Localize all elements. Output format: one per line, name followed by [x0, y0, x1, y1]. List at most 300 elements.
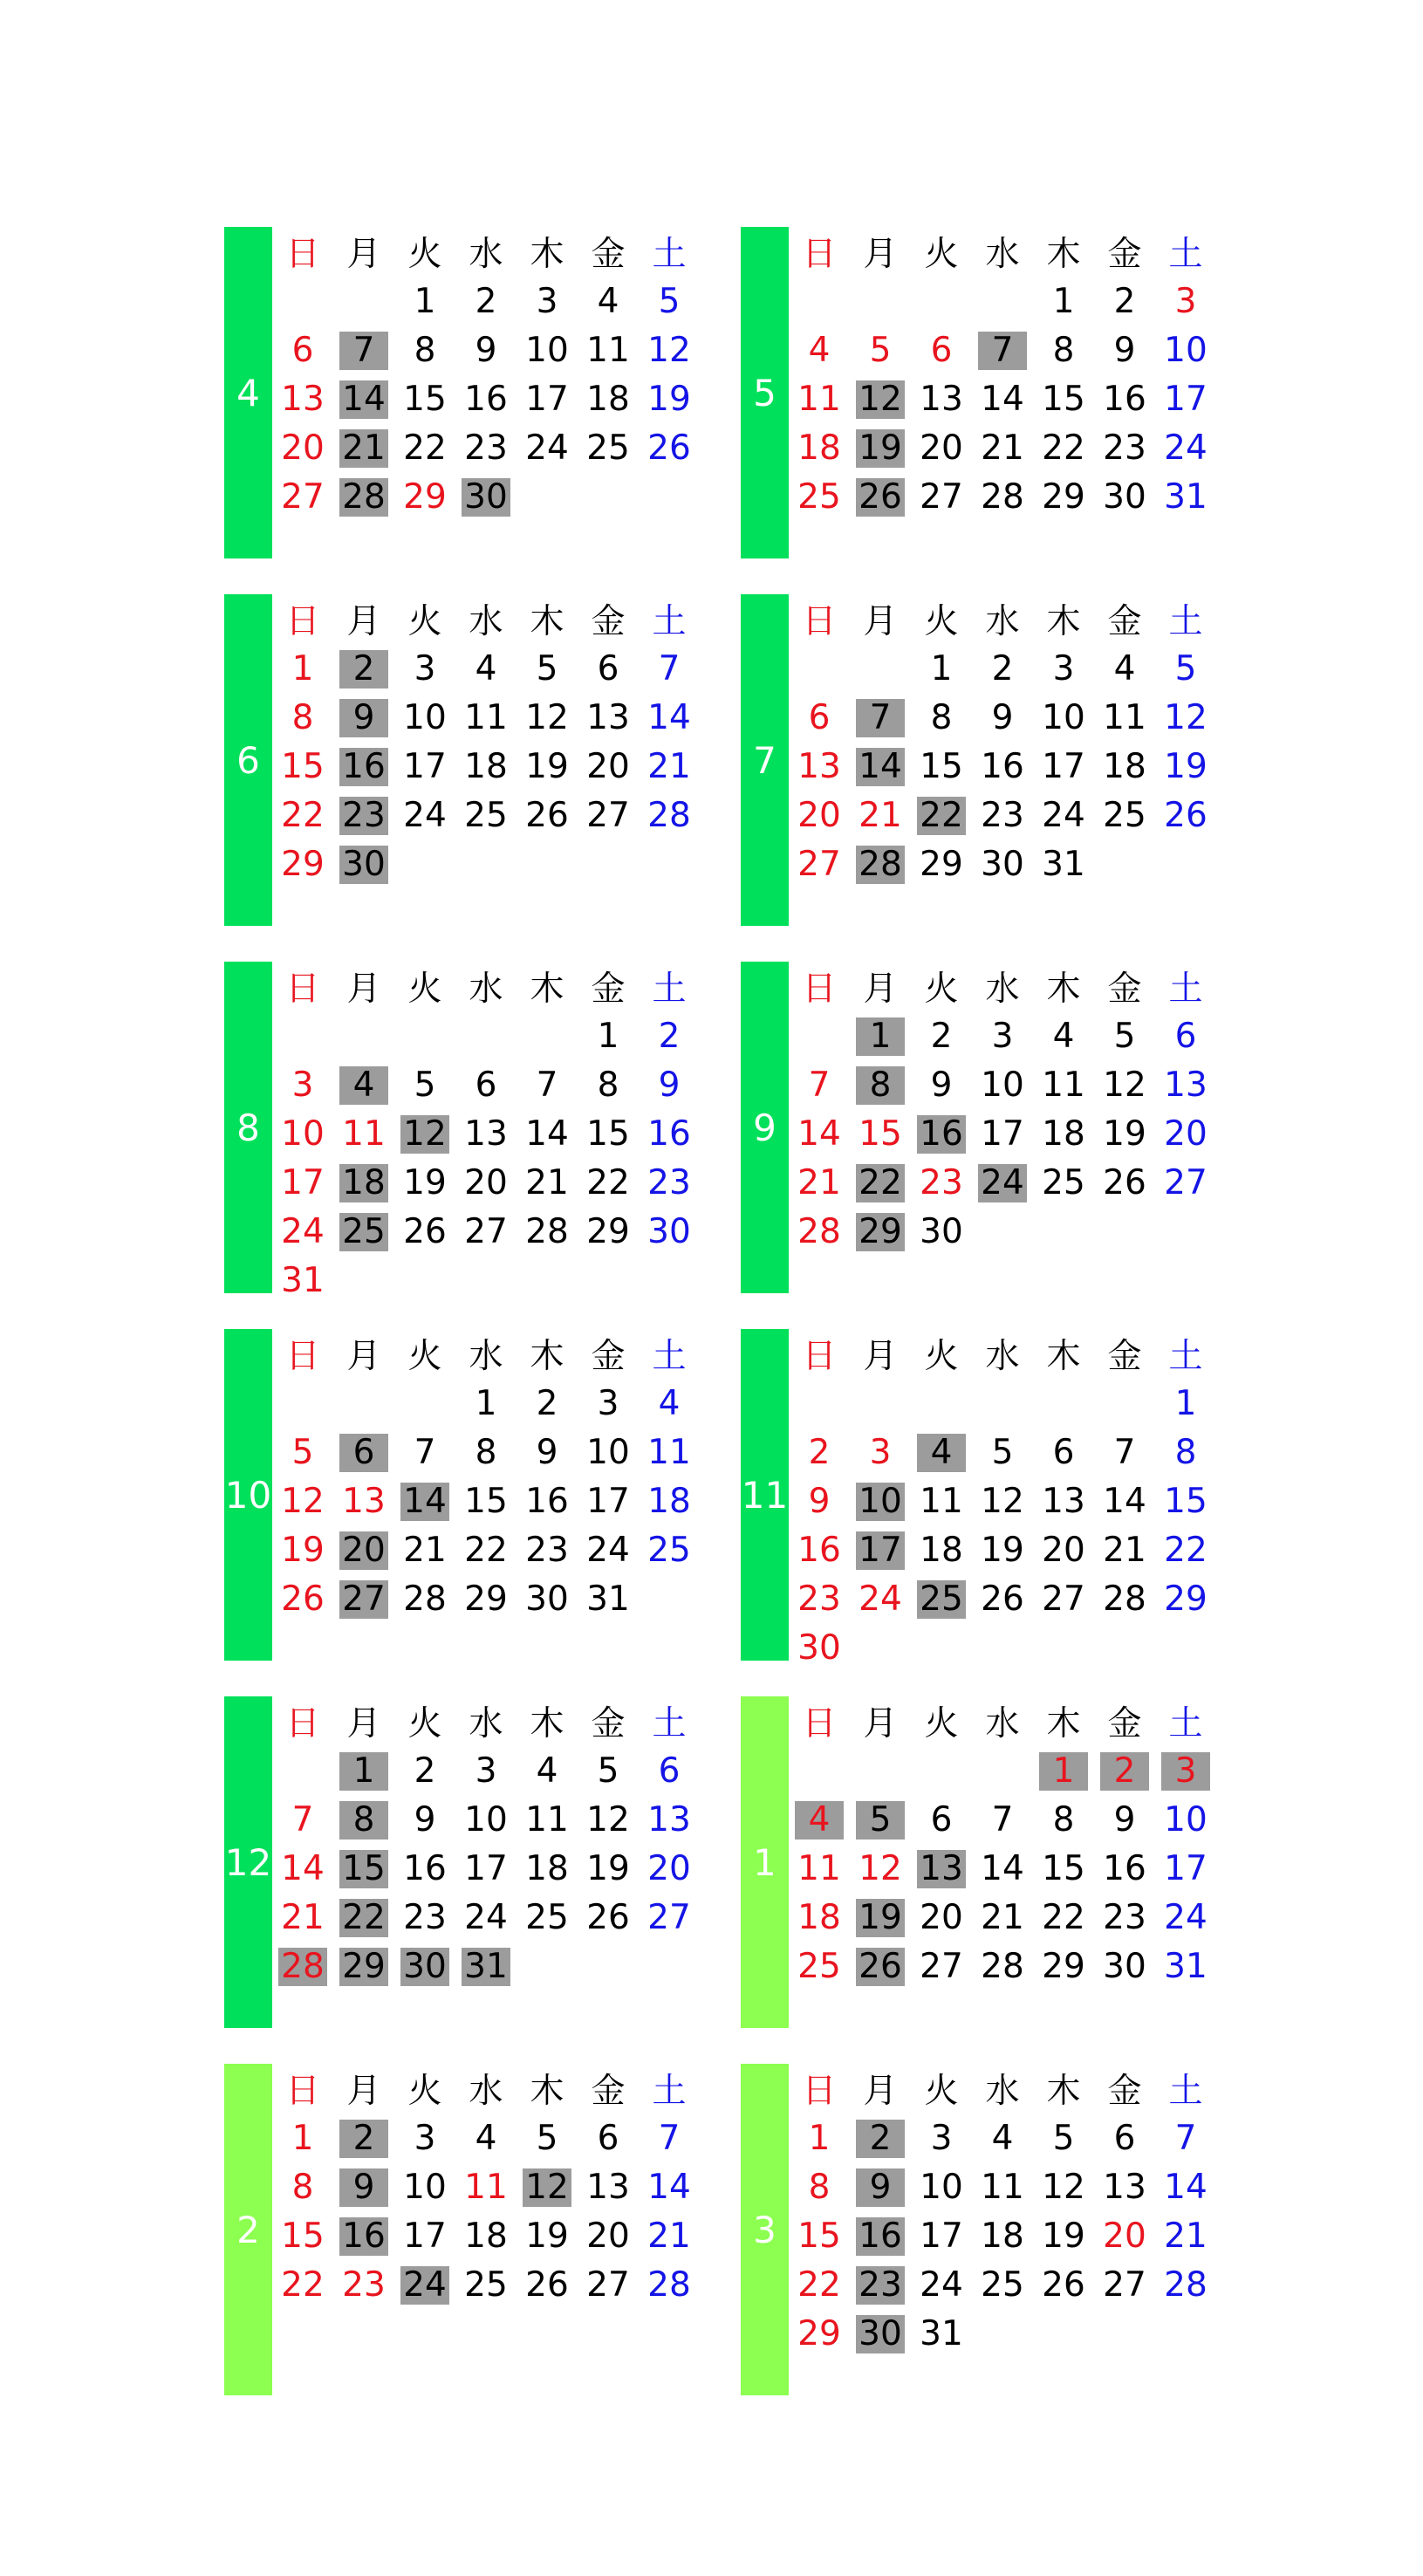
- day-number: 16: [464, 380, 508, 419]
- day-number: 6: [291, 331, 314, 370]
- day-number: 8: [597, 1065, 619, 1105]
- month-label: 5: [741, 227, 789, 558]
- day-cell: [455, 2163, 517, 2212]
- day-cell: [911, 645, 972, 694]
- weekday-label: 火: [407, 1704, 442, 1744]
- day-cell: [972, 2261, 1033, 2310]
- day-number: 4: [536, 1751, 558, 1791]
- day-number: 20: [797, 796, 841, 835]
- day-number: 10: [981, 1065, 1024, 1105]
- day-cell: [850, 2310, 911, 2359]
- day-number: 27: [797, 845, 841, 884]
- weekday-label: 火: [407, 2072, 442, 2111]
- day-number: 26: [525, 796, 569, 835]
- day-cell: [1033, 2212, 1094, 2261]
- month-label: 4: [224, 227, 272, 558]
- weekday-label: 金: [591, 2072, 626, 2111]
- day-cell: [1033, 1747, 1094, 1796]
- day-number: 13: [281, 380, 325, 419]
- day-cell: [272, 743, 333, 791]
- day-cell: [394, 1110, 455, 1159]
- weekday-label: 水: [985, 969, 1020, 1009]
- day-cell: [272, 645, 333, 694]
- day-number: 10: [920, 2168, 963, 2207]
- weekday-label: 水: [469, 969, 503, 1009]
- day-cell: [1155, 1845, 1216, 1894]
- day-number: 30: [525, 1579, 569, 1619]
- day-number: 15: [464, 1482, 508, 1521]
- week-row: [789, 645, 1216, 694]
- day-number: 2: [339, 2120, 388, 2158]
- day-cell: [517, 424, 578, 473]
- day-cell: [455, 1747, 517, 1796]
- day-cell: [272, 375, 333, 424]
- day-number: 15: [339, 1850, 388, 1888]
- weekday-label: 日: [802, 2072, 837, 2111]
- day-cell: [1155, 1159, 1216, 1208]
- weekday-label: 金: [1107, 2072, 1142, 2111]
- day-number: 18: [1042, 1114, 1085, 1154]
- day-cell: [911, 473, 972, 522]
- day-cell: [333, 1110, 394, 1159]
- day-cell: [394, 1159, 455, 1208]
- day-cell: [455, 277, 517, 326]
- day-cell: [578, 1208, 639, 1257]
- day-cell: [455, 1575, 517, 1624]
- day-number: 4: [917, 1434, 966, 1472]
- week-row: [789, 1159, 1216, 1208]
- day-number: 30: [981, 845, 1024, 884]
- day-number: 4: [808, 331, 831, 370]
- week-row: [789, 473, 1216, 522]
- day-cell: [578, 375, 639, 424]
- weekday-label: 土: [652, 235, 687, 274]
- day-cell: [394, 473, 455, 522]
- day-cell: [911, 840, 972, 889]
- day-cell: [1094, 375, 1155, 424]
- weekday-label: 月: [863, 969, 898, 1009]
- week-row: [789, 791, 1216, 840]
- day-cell: [911, 1477, 972, 1526]
- day-cell: [272, 2163, 333, 2212]
- day-number: 2: [658, 1017, 681, 1056]
- day-cell: [455, 2261, 517, 2310]
- day-cell: [789, 2261, 850, 2310]
- day-number: 28: [856, 846, 905, 884]
- weekday-label: 木: [530, 235, 564, 274]
- month-block-3: [741, 2064, 1229, 2395]
- day-number: 11: [342, 1114, 386, 1154]
- day-number: 10: [1042, 698, 1085, 737]
- weekday-header: [272, 227, 700, 276]
- weekday-label: 土: [652, 1704, 687, 1744]
- week-row: [789, 2114, 1216, 2163]
- day-cell: [972, 1796, 1033, 1845]
- day-number: 30: [400, 1948, 449, 1986]
- day-number: 11: [1103, 698, 1146, 737]
- day-number: 3: [991, 1017, 1014, 1056]
- day-number: 9: [339, 2168, 388, 2207]
- day-cell: [1155, 1477, 1216, 1526]
- day-cell: [789, 840, 850, 889]
- day-cell: [972, 473, 1033, 522]
- day-number: 18: [797, 428, 841, 468]
- day-number: 27: [464, 1212, 508, 1251]
- day-number: 29: [339, 1948, 388, 1986]
- week-row: [789, 1380, 1216, 1428]
- day-cell: [272, 791, 333, 840]
- day-cell: [578, 2212, 639, 2261]
- day-cell: [972, 1428, 1033, 1477]
- weekday-header: [272, 2064, 700, 2113]
- day-cell: [517, 2163, 578, 2212]
- day-number: 28: [1164, 2265, 1207, 2305]
- day-number: 31: [586, 1579, 630, 1619]
- day-cell: [333, 2212, 394, 2261]
- day-number: 12: [859, 1849, 902, 1888]
- weekday-label: 土: [652, 2072, 687, 2111]
- day-number: 13: [920, 380, 963, 419]
- day-cell: [1155, 2163, 1216, 2212]
- weekday-label: 金: [591, 602, 626, 641]
- day-cell: [333, 1747, 394, 1796]
- day-cell: [333, 1061, 394, 1110]
- day-number: 21: [339, 429, 388, 468]
- weekday-label: 木: [530, 1337, 564, 1376]
- day-cell: [272, 1942, 333, 1991]
- month-label: 7: [741, 594, 789, 926]
- day-cell: [1094, 645, 1155, 694]
- day-cell: [578, 1159, 639, 1208]
- day-cell: [850, 2163, 911, 2212]
- weekday-label: 金: [591, 235, 626, 274]
- day-number: 27: [1103, 2265, 1146, 2305]
- day-cell: [789, 1894, 850, 1942]
- day-cell: [455, 424, 517, 473]
- day-number: 10: [1164, 331, 1207, 370]
- day-number: 25: [464, 2265, 508, 2305]
- day-number: 9: [1113, 1800, 1136, 1840]
- day-cell: [1094, 1942, 1155, 1991]
- day-number: 19: [1103, 1114, 1146, 1154]
- day-number: 18: [339, 1164, 388, 1202]
- day-cell: [272, 1257, 333, 1305]
- day-number: 16: [339, 2217, 388, 2256]
- week-row: [272, 1894, 700, 1942]
- weekday-label: 月: [346, 602, 381, 641]
- day-cell: [911, 2114, 972, 2163]
- day-cell: [455, 326, 517, 375]
- day-cell: [394, 1894, 455, 1942]
- day-cell: [850, 1575, 911, 1624]
- weekday-label: 金: [1107, 1704, 1142, 1744]
- day-number: 3: [869, 1433, 892, 1472]
- day-number: 29: [797, 2314, 841, 2353]
- day-cell: [972, 1012, 1033, 1061]
- day-number: 18: [525, 1849, 569, 1888]
- day-number: 8: [414, 331, 436, 370]
- day-cell: [333, 1208, 394, 1257]
- week-row: [272, 840, 700, 889]
- day-cell: [639, 1894, 700, 1942]
- day-cell: [850, 1526, 911, 1575]
- day-cell: [1094, 1110, 1155, 1159]
- day-number: 31: [1164, 1947, 1207, 1986]
- day-number: 18: [586, 380, 630, 419]
- day-cell: [1033, 791, 1094, 840]
- day-cell: [578, 791, 639, 840]
- week-row: [789, 1845, 1216, 1894]
- day-number: 18: [1103, 747, 1146, 786]
- day-cell: [911, 1159, 972, 1208]
- day-cell: [455, 1208, 517, 1257]
- day-cell: [272, 1894, 333, 1942]
- day-cell: [455, 1110, 517, 1159]
- day-cell: [517, 1061, 578, 1110]
- day-number: 3: [414, 649, 436, 689]
- day-cell: [1094, 694, 1155, 743]
- day-cell: [850, 1159, 911, 1208]
- day-number: 19: [856, 1899, 905, 1937]
- day-cell: [394, 791, 455, 840]
- day-cell: [850, 1061, 911, 1110]
- day-number: 11: [464, 698, 508, 737]
- day-cell: [455, 2114, 517, 2163]
- day-number: 12: [856, 380, 905, 419]
- weekday-label: 日: [285, 1704, 320, 1744]
- week-row: [272, 645, 700, 694]
- weekday-label: 火: [924, 2072, 959, 2111]
- day-number: 22: [586, 1163, 630, 1202]
- week-row: [789, 1894, 1216, 1942]
- day-number: 28: [403, 1579, 447, 1619]
- day-number: 20: [647, 1849, 691, 1888]
- day-cell: [517, 1110, 578, 1159]
- day-cell: [850, 326, 911, 375]
- week-row: [789, 1477, 1216, 1526]
- week-row: [789, 2212, 1216, 2261]
- day-number: 19: [525, 2216, 569, 2256]
- day-cell: [639, 2163, 700, 2212]
- day-number: 8: [808, 2168, 831, 2207]
- day-number: 24: [400, 2266, 449, 2305]
- day-cell: [850, 1428, 911, 1477]
- week-row: [789, 1110, 1216, 1159]
- day-cell: [911, 1061, 972, 1110]
- day-cell: [455, 1894, 517, 1942]
- day-number: 10: [1164, 1800, 1207, 1840]
- day-number: 8: [475, 1433, 497, 1472]
- day-cell: [1155, 1575, 1216, 1624]
- week-row: [789, 375, 1216, 424]
- day-number: 4: [597, 282, 619, 321]
- day-number: 7: [414, 1433, 436, 1472]
- day-number: 13: [1103, 2168, 1146, 2207]
- day-number: 5: [869, 331, 892, 370]
- day-number: 26: [647, 428, 691, 468]
- day-cell: [333, 473, 394, 522]
- day-cell: [333, 840, 394, 889]
- day-number: 15: [403, 380, 447, 419]
- day-number: 30: [339, 846, 388, 884]
- day-cell: [333, 645, 394, 694]
- day-cell: [517, 694, 578, 743]
- day-cell: [789, 1110, 850, 1159]
- day-cell: [1033, 1110, 1094, 1159]
- day-number: 7: [978, 332, 1027, 370]
- day-cell: [639, 1159, 700, 1208]
- day-number: 14: [400, 1483, 449, 1521]
- day-number: 6: [475, 1065, 497, 1105]
- day-number: 27: [647, 1898, 691, 1937]
- day-cell: [394, 743, 455, 791]
- day-number: 23: [525, 1531, 569, 1570]
- day-cell: [578, 1796, 639, 1845]
- day-number: 22: [339, 1899, 388, 1937]
- day-number: 15: [1164, 1482, 1207, 1521]
- day-cell: [517, 277, 578, 326]
- weekday-label: 火: [924, 1337, 959, 1376]
- day-cell: [455, 743, 517, 791]
- day-number: 1: [808, 2119, 831, 2158]
- day-number: 4: [339, 1066, 388, 1105]
- day-cell: [972, 1477, 1033, 1526]
- day-number: 11: [797, 1849, 841, 1888]
- day-cell: [1033, 1526, 1094, 1575]
- weekday-label: 水: [469, 235, 503, 274]
- day-cell: [1155, 375, 1216, 424]
- weekday-label: 月: [346, 235, 381, 274]
- day-number: 4: [795, 1801, 844, 1840]
- day-number: 24: [586, 1531, 630, 1570]
- day-number: 22: [464, 1531, 508, 1570]
- weekday-label: 日: [802, 602, 837, 641]
- day-cell: [517, 1526, 578, 1575]
- day-cell: [911, 694, 972, 743]
- day-number: 21: [981, 428, 1024, 468]
- weekday-label: 日: [802, 969, 837, 1009]
- day-cell: [911, 326, 972, 375]
- day-cell: [1033, 1428, 1094, 1477]
- week-row: [789, 326, 1216, 375]
- day-number: 3: [475, 1751, 497, 1791]
- day-number: 15: [1042, 1849, 1085, 1888]
- day-cell: [639, 694, 700, 743]
- day-cell: [789, 1942, 850, 1991]
- day-cell: [639, 2114, 700, 2163]
- day-number: 25: [1042, 1163, 1085, 1202]
- day-cell: [578, 2163, 639, 2212]
- day-cell: [789, 694, 850, 743]
- day-cell: [911, 743, 972, 791]
- day-cell: [455, 1159, 517, 1208]
- day-number: 11: [797, 380, 841, 419]
- day-number: 23: [1103, 428, 1146, 468]
- day-number: 10: [586, 1433, 630, 1472]
- weekday-label: 火: [924, 1704, 959, 1744]
- day-cell: [394, 1428, 455, 1477]
- weekday-label: 水: [985, 2072, 1020, 2111]
- day-cell: [850, 1477, 911, 1526]
- day-cell: [1033, 2261, 1094, 2310]
- day-cell: [1155, 1796, 1216, 1845]
- weekday-header: [789, 227, 1216, 276]
- day-cell: [639, 1477, 700, 1526]
- day-cell: [517, 1575, 578, 1624]
- day-number: 13: [797, 747, 841, 786]
- weekday-label: 金: [591, 1704, 626, 1744]
- day-number: 13: [586, 698, 630, 737]
- day-cell: [394, 1796, 455, 1845]
- day-number: 14: [981, 380, 1024, 419]
- week-row: [789, 1747, 1216, 1796]
- weekday-label: 火: [924, 235, 959, 274]
- weekday-label: 日: [285, 235, 320, 274]
- day-number: 15: [920, 747, 963, 786]
- day-number: 13: [1042, 1482, 1085, 1521]
- day-number: 5: [856, 1801, 905, 1840]
- day-cell: [578, 326, 639, 375]
- weekday-label: 木: [1046, 602, 1081, 641]
- day-number: 31: [920, 2314, 963, 2353]
- weekday-label: 火: [407, 235, 442, 274]
- month-block-11: [741, 1329, 1229, 1668]
- day-number: 10: [403, 698, 447, 737]
- day-cell: [850, 1894, 911, 1942]
- day-number: 11: [586, 331, 630, 370]
- day-cell: [972, 1159, 1033, 1208]
- weekday-header: [272, 1696, 700, 1745]
- day-cell: [1033, 2114, 1094, 2163]
- day-cell: [639, 1061, 700, 1110]
- day-number: 2: [414, 1751, 436, 1791]
- day-cell: [972, 694, 1033, 743]
- day-cell: [1155, 1428, 1216, 1477]
- day-cell: [911, 1526, 972, 1575]
- day-number: 24: [464, 1898, 508, 1937]
- weekday-label: 土: [1168, 1337, 1203, 1376]
- weekday-label: 日: [285, 602, 320, 641]
- day-cell: [394, 1845, 455, 1894]
- day-number: 2: [1100, 1752, 1149, 1791]
- day-cell: [911, 1845, 972, 1894]
- day-cell: [911, 1575, 972, 1624]
- day-number: 12: [586, 1800, 630, 1840]
- day-cell: [455, 1380, 517, 1428]
- week-row: [272, 1159, 700, 1208]
- day-cell: [639, 375, 700, 424]
- day-cell: [972, 1110, 1033, 1159]
- day-number: 29: [1042, 1947, 1085, 1986]
- day-number: 1: [291, 649, 314, 689]
- day-number: 14: [797, 1114, 841, 1154]
- day-number: 12: [1103, 1065, 1146, 1105]
- day-number: 25: [797, 1947, 841, 1986]
- day-cell: [1094, 473, 1155, 522]
- day-number: 28: [797, 1212, 841, 1251]
- day-number: 17: [464, 1849, 508, 1888]
- day-number: 17: [525, 380, 569, 419]
- weekday-label: 土: [652, 602, 687, 641]
- day-number: 1: [475, 1384, 497, 1423]
- week-row: [789, 1624, 1216, 1673]
- week-row: [272, 1428, 700, 1477]
- day-cell: [517, 1428, 578, 1477]
- day-number: 13: [342, 1482, 386, 1521]
- day-number: 27: [920, 1947, 963, 1986]
- day-cell: [1033, 1845, 1094, 1894]
- day-number: 28: [339, 478, 388, 517]
